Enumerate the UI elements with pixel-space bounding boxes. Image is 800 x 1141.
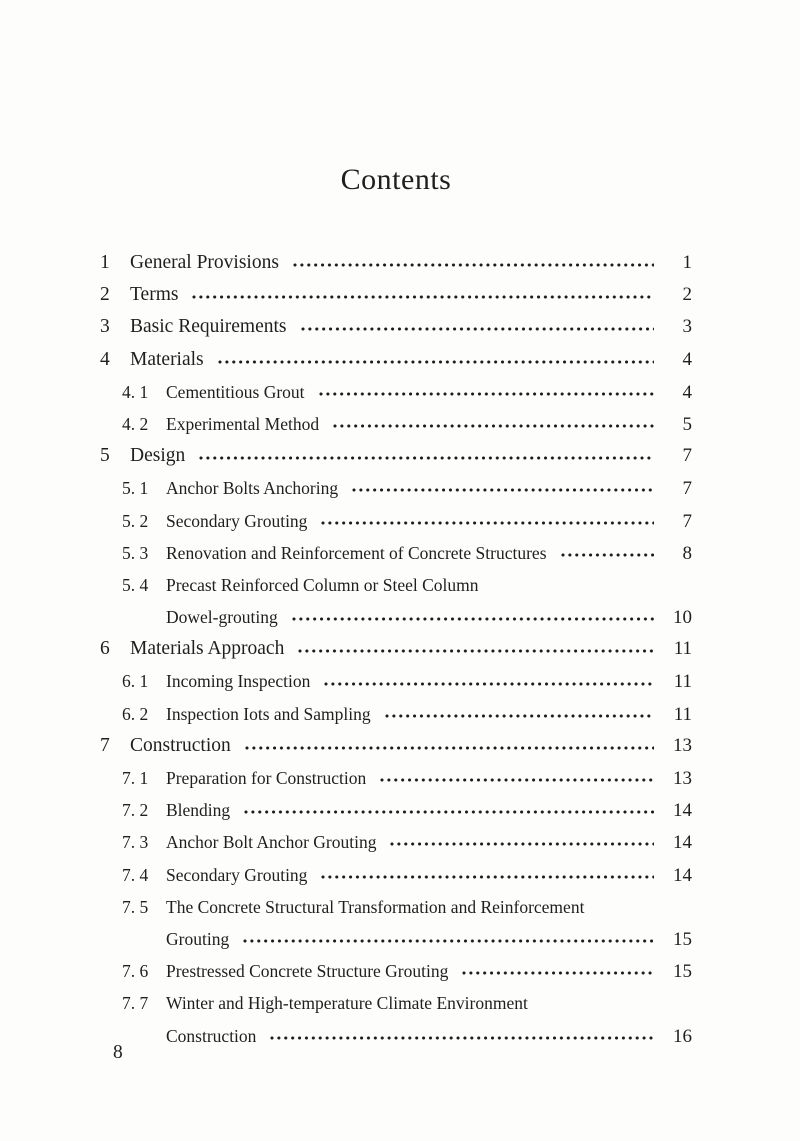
toc-entry-title: Precast Reinforced Column or Steel Column [166, 574, 479, 595]
toc-entry-page: 14 [673, 864, 692, 886]
toc-entry-number: 5. 4 [122, 574, 149, 595]
toc-entry-number: 6. 1 [122, 671, 149, 692]
toc-entry-title: Design [130, 445, 186, 467]
toc-entry-number: 4. 1 [122, 381, 149, 402]
dot-leader [269, 1035, 654, 1041]
toc-entry-number: 5 [100, 445, 110, 467]
toc-entry [100, 344, 692, 376]
toc-entry-title: Secondary Grouting [166, 510, 308, 531]
toc-entry [100, 537, 692, 569]
dot-leader [351, 487, 654, 493]
toc-entry-title: Renovation and Reinforcement of Concrete Structures [166, 542, 547, 563]
table-of-contents [100, 247, 692, 1052]
toc-entry-page: 7 [682, 510, 692, 532]
toc-entry [100, 505, 692, 537]
dot-leader [242, 938, 654, 944]
toc-entry [100, 987, 692, 1019]
toc-entry-page: 16 [673, 1025, 692, 1047]
toc-entry-page: 7 [682, 445, 692, 467]
toc-entry-title: Winter and High-temperature Climate Environment [166, 993, 528, 1014]
toc-entry-title: Incoming Inspection [166, 671, 311, 692]
toc-entry-page: 5 [682, 413, 692, 435]
toc-entry-title: General Provisions [130, 252, 279, 273]
toc-entry-title: Secondary Grouting [166, 864, 308, 885]
toc-entry-number: 7. 5 [122, 896, 149, 917]
toc-entry-number: 5. 1 [122, 478, 149, 499]
toc-entry-page: 13 [673, 768, 692, 789]
toc-entry-page: 14 [673, 832, 692, 854]
toc-entry-title: Grouting [166, 928, 230, 949]
toc-entry [100, 472, 692, 504]
toc-entry-title: Materials [130, 348, 204, 370]
toc-entry [100, 698, 692, 730]
toc-entry-continuation [100, 601, 692, 633]
dot-leader [217, 359, 654, 365]
toc-entry [100, 826, 692, 858]
toc-entry-page: 11 [673, 638, 692, 660]
toc-entry-title: Materials Approach [130, 638, 285, 660]
dot-leader [332, 423, 654, 429]
toc-entry [100, 569, 692, 601]
toc-entry [100, 794, 692, 826]
toc-entry-page: 11 [673, 703, 692, 725]
toc-entry-page: 8 [682, 542, 692, 564]
toc-entry-number: 7. 7 [122, 993, 149, 1014]
toc-entry [100, 311, 692, 343]
toc-entry-number: 6. 2 [122, 703, 149, 724]
toc-entry [100, 408, 692, 440]
toc-entry-title: Anchor Bolt Anchor Grouting [166, 832, 377, 853]
toc-entry-title: Prestressed Concrete Structure Grouting [166, 961, 449, 982]
toc-entry-page: 4 [682, 381, 692, 403]
toc-entry-title: Anchor Bolts Anchoring [166, 478, 339, 499]
dot-leader [297, 648, 654, 654]
toc-entry-page: 15 [673, 961, 692, 983]
toc-entry-page: 7 [682, 478, 692, 500]
toc-entry-page: 2 [682, 284, 692, 306]
toc-entry [100, 891, 692, 923]
toc-entry-title: Construction [130, 734, 231, 756]
toc-entry-number: 6 [100, 638, 110, 660]
dot-leader [379, 777, 654, 783]
toc-entry [100, 762, 692, 794]
toc-entry-title: Dowel-grouting [166, 607, 278, 628]
toc-entry-title: Preparation for Construction [166, 768, 367, 788]
dot-leader [384, 713, 654, 719]
toc-entry-number: 7. 4 [122, 864, 149, 885]
page-title: Contents [340, 163, 452, 196]
toc-entry-title: Cementitious Grout [166, 381, 305, 402]
toc-entry-number: 7. 2 [122, 800, 149, 821]
dot-leader [191, 294, 654, 300]
toc-entry-number: 7. 1 [122, 768, 149, 788]
toc-entry-title: Basic Requirements [130, 316, 287, 338]
toc-entry [100, 730, 692, 762]
toc-entry-number: 1 [100, 252, 110, 273]
dot-leader [461, 970, 654, 976]
toc-entry-title: Construction [166, 1025, 257, 1046]
dot-leader [244, 745, 654, 751]
toc-entry [100, 859, 692, 891]
toc-entry-continuation [100, 923, 692, 955]
toc-entry-number: 5. 3 [122, 542, 149, 563]
toc-entry-page: 1 [682, 252, 692, 273]
toc-entry-number: 2 [100, 284, 110, 306]
toc-entry-title: Inspection Iots and Sampling [166, 703, 371, 724]
toc-entry-page: 11 [673, 671, 692, 693]
toc-entry-number: 7. 3 [122, 832, 149, 853]
toc-entry-title: Terms [130, 284, 179, 306]
dot-leader [320, 874, 654, 880]
toc-entry-number: 3 [100, 316, 110, 338]
dot-leader [320, 520, 654, 526]
toc-entry-page: 13 [673, 734, 692, 756]
page-number: 8 [113, 1042, 123, 1063]
toc-entry [100, 440, 692, 472]
toc-entry-page: 10 [673, 607, 692, 629]
dot-leader [323, 681, 654, 687]
toc-entry-page: 15 [673, 928, 692, 950]
toc-entry [100, 633, 692, 665]
dot-leader [560, 552, 654, 558]
toc-entry-number: 7 [100, 734, 110, 756]
dot-leader [389, 841, 654, 847]
dot-leader [243, 809, 654, 815]
toc-entry-title: Blending [166, 800, 231, 821]
dot-leader [300, 326, 654, 332]
toc-entry-number: 4. 2 [122, 413, 149, 434]
toc-entry-continuation [100, 1020, 692, 1052]
toc-entry-page: 3 [682, 316, 692, 338]
toc-entry-number: 5. 2 [122, 510, 149, 531]
toc-entry-title: Experimental Method [166, 413, 320, 434]
toc-entry-title: The Concrete Structural Transformation and Reinforcement [166, 896, 585, 917]
dot-leader [318, 391, 654, 397]
toc-entry [100, 665, 692, 697]
dot-leader [292, 262, 654, 268]
toc-entry [100, 279, 692, 311]
toc-entry [100, 247, 692, 279]
toc-entry [100, 376, 692, 408]
dot-leader [198, 455, 654, 461]
toc-entry-page: 4 [682, 348, 692, 370]
toc-entry-page: 14 [673, 800, 692, 822]
toc-entry [100, 955, 692, 987]
toc-entry-number: 4 [100, 348, 110, 370]
toc-entry-number: 7. 6 [122, 961, 149, 982]
dot-leader [291, 616, 654, 622]
